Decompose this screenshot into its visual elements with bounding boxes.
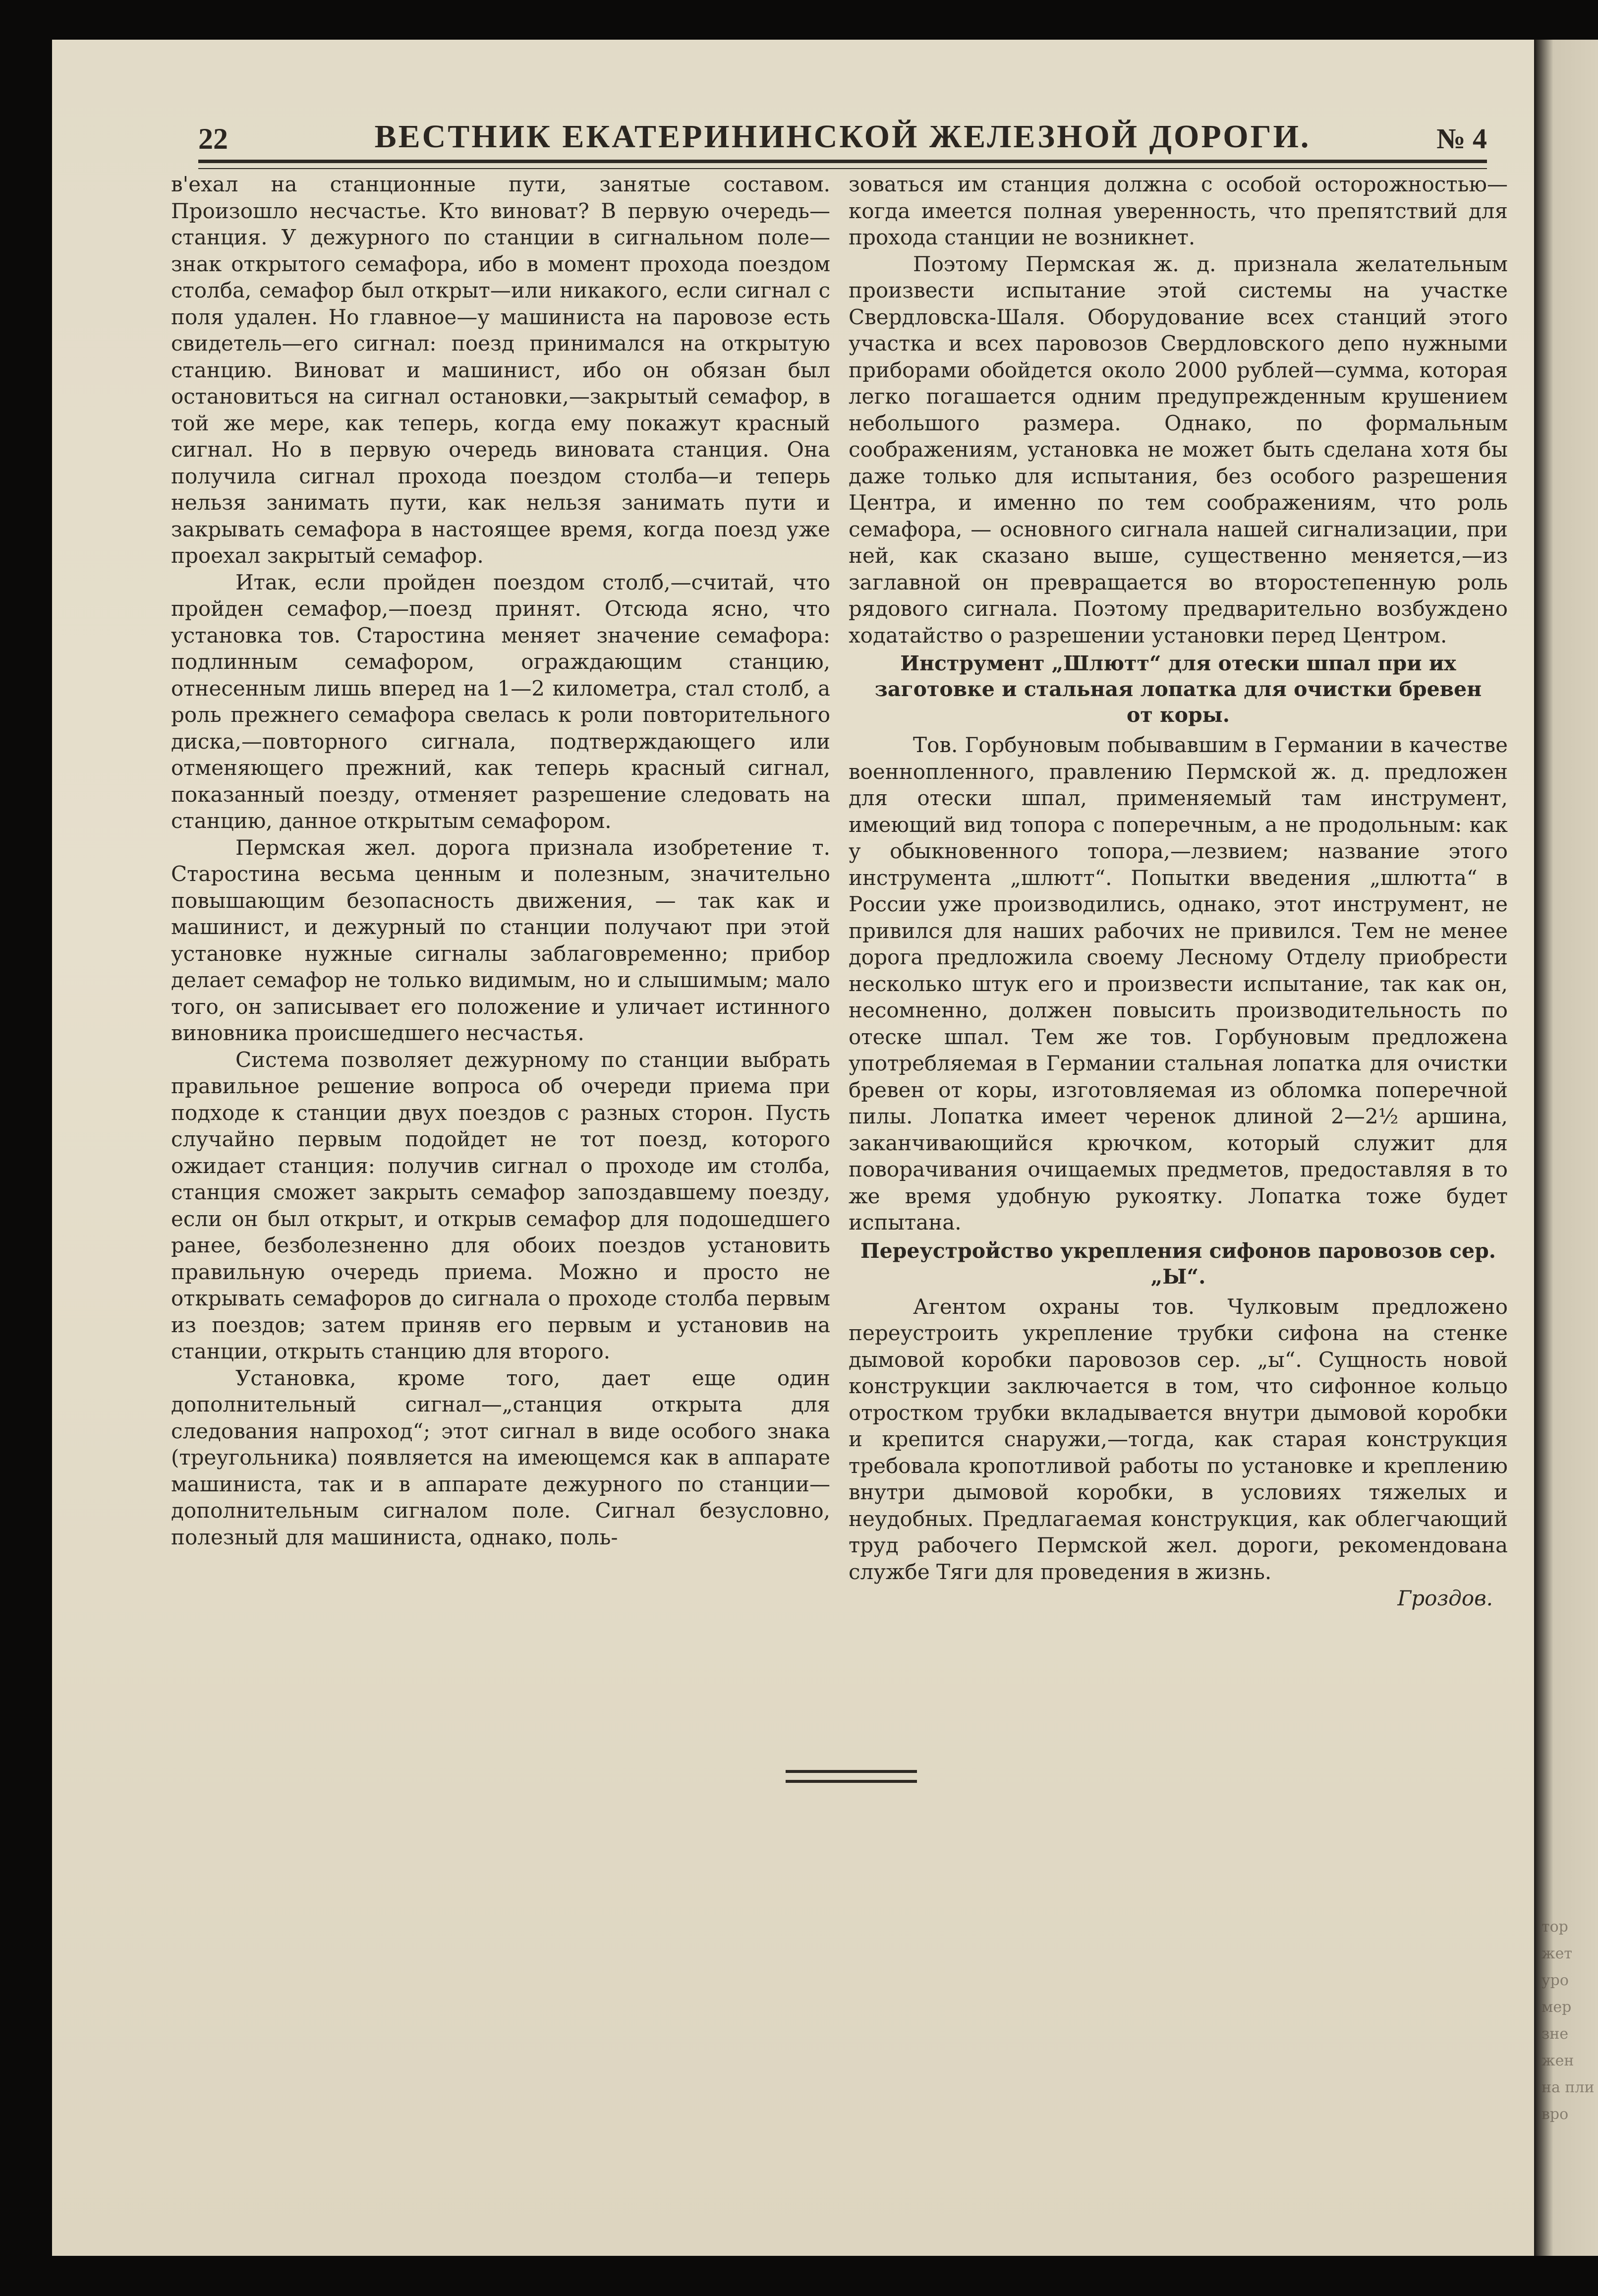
left-paragraph-5: Установка, кроме того, дает еще один дополнительный сигнал—„станция открыта для следования напроход“; этот сигнал в виде особого знака (треугольника) появляется на имеющемся как в аппарате машиниста, так и в аппарате дежурного по станции—дополнительным сигналом поле. Сигнал безусловно, полезный для машиниста, однако, поль- bbox=[171, 1365, 830, 1549]
left-paragraph-1: в'ехал на станционные пути, занятые составом. Произошло несчастье. Кто виноват? В первую очередь—станция. У дежурного по станции в сигнальном поле—знак открытого семафора, ибо в момент прохода поездом столба, семафор был открыт—или никакого, если сигнал с поля удален. Но главное—у машиниста на паровозе есть свидетель—его сигнал: поезд принимался на открытую станцию. Виноват и машинист, ибо он обязан был остановиться на сигнал остановки,—закрытый семафор, в той же мере, как теперь, когда ему покажут красный сигнал. Но в первую очередь виновата станция. Она получила сигнал прохода поездом столба—и теперь нельзя занимать пути, как нельзя занимать пути и закрывать семафора в настоящее время, когда поезд уже проехал закрытый семафор. bbox=[171, 172, 830, 568]
right-paragraph-4: Агентом охраны тов. Чулковым предложено переустроить укрепление трубки сифона на стенке дымовой коробки паровозов сер. „ы“. Сущность новой конструкции заключается в том, что сифонное кольцо отростком трубки вкладывается внутри дымовой коробки и крепится снаружи,—тогда, как старая конструкция требовала кропотливой работы по установке и креплению внутри дымовой коробки, в условиях тяжелых и неудобных. Предлагаемая конструкция, как облегчающий труд рабочего Пермской жел. дороги, рекомендована службе Тяги для проведения в жизнь. bbox=[849, 1294, 1508, 1584]
left-paragraph-2: Итак, если пройден поездом столб,—считай, что пройден семафор,—поезд принят. Отсюда ясно, что установка тов. Старостина меняет значение семафора: подлинным семафором, ограждающим станцию, отнесенным лишь вперед на 1—2 километра, стал столб, а роль прежнего семафора свелась к роли повторительного диска,—повторного сигнала, подтверждающего или отменяющего прежний, как теперь красный сигнал, показанный поезду, отменяет разрешение следовать на станцию, данное открытым семафором. bbox=[171, 570, 830, 833]
section-heading-siphons: Переустройство укрепления сифонов паровозов сер. „Ы“. bbox=[860, 1238, 1496, 1289]
page-number: 22 bbox=[198, 122, 228, 155]
section-heading-shlyutt: Инструмент „Шлютт“ для отески шпал при их заготовке и стальная лопатка для очистки бревен от коры. bbox=[874, 651, 1482, 727]
right-paragraph-3: Тов. Горбуновым побывавшим в Германии в качестве военнопленного, правлению Пермской ж. д. предложен для отески шпал, применяемый там инструмент, имеющий вид топора с поперечным, а не продольным: как у обыкновенного топора,—лезвием; название этого инструмента „шлютт“. Попытки введения „шлютта“ в России уже производились, однако, этот инструмент, не привился для наших рабочих не привился. Тем не менее дорога предложила своему Лесному Отделу приобрести несколько штук его и произвести испытание, так как он, несомненно, должен повысить производительность по отеске шпал. Тем же тов. Горбуновым предложена употребляемая в Германии стальная лопатка для очистки бревен от коры, изготовляемая из обломка поперечной пилы. Лопатка имеет черенок длиной 2—2½ аршина, заканчивающийся крючком, который служит для поворачивания очищаемых предметов, предоставляя в то же время удобную рукоятку. Лопатка тоже будет испытана. bbox=[849, 733, 1508, 1235]
left-paragraph-4: Система позволяет дежурному по станции выбрать правильное решение вопроса об очереди приема при подходе к станции двух поездов с разных сторон. Пусть случайно первым подойдет не тот поезд, которого ожидает станция: получив сигнал о проходе им столба, станция сможет закрыть семафор запоздавшему поезду, если он был открыт, и открыв семафор для подошедшего ранее, безболезненно для обоих поездов установить правильную очередь приема. Можно и просто не открывать семафоров до сигнала о проходе столба первым из поездов; затем приняв его первым и установив на станции, открыть станцию для второго. bbox=[171, 1047, 830, 1363]
next-page-text-fragments: тор жет уро мер зне жен на пли вро bbox=[1541, 1918, 1595, 2123]
header-rule bbox=[198, 160, 1487, 169]
left-column bbox=[171, 171, 830, 1550]
right-paragraph-2: Поэтому Пермская ж. д. признала желательным произвести испытание этой системы на участке Свердловска-Шаля. Оборудование всех станций этого участка и всех паровозов Свердловского депо нужными приборами обойдется около 2000 рублей—сумма, которая легко погашается одним предупрежденным крушением небольшого размера. Однако, по формальным соображениям, установка не может быть сделана хотя бы даже только для испытания, без особого разрешения Центра, и именно по тем соображениям, что роль семафора, — основного сигнала нашей сигнализации, при ней, как сказано выше, существенно меняется,—из заглавной он превращается во второстепенную роль рядового сигнала. Поэтому предварительно возбуждено ходатайство о разрешении установки перед Центром. bbox=[849, 251, 1508, 648]
right-column bbox=[849, 171, 1508, 1612]
left-paragraph-3: Пермская жел. дорога признала изобретение т. Старостина весьма ценным и полезным, значительно повышающим безопасность движения, — так как и машинист, и дежурный по станции получают при этой установке нужные сигналы заблаговременно; прибор делает семафор не только видимым, но и слышимым; мало того, он записывает его положение и уличает истинного виновника происшедшего несчастья. bbox=[171, 835, 830, 1045]
right-paragraph-1: зоваться им станция должна с особой осторожностью—когда имеется полная уверенность, что препятствий для прохода станции не возникнет. bbox=[849, 172, 1508, 249]
page-title: ВЕСТНИК ЕКАТЕРИНИНСКОЙ ЖЕЛЕЗНОЙ ДОРОГИ. bbox=[374, 118, 1311, 155]
issue-number: № 4 bbox=[1436, 122, 1487, 155]
author-signature: Гроздов. bbox=[1397, 1586, 1493, 1610]
end-divider bbox=[786, 1770, 917, 1783]
